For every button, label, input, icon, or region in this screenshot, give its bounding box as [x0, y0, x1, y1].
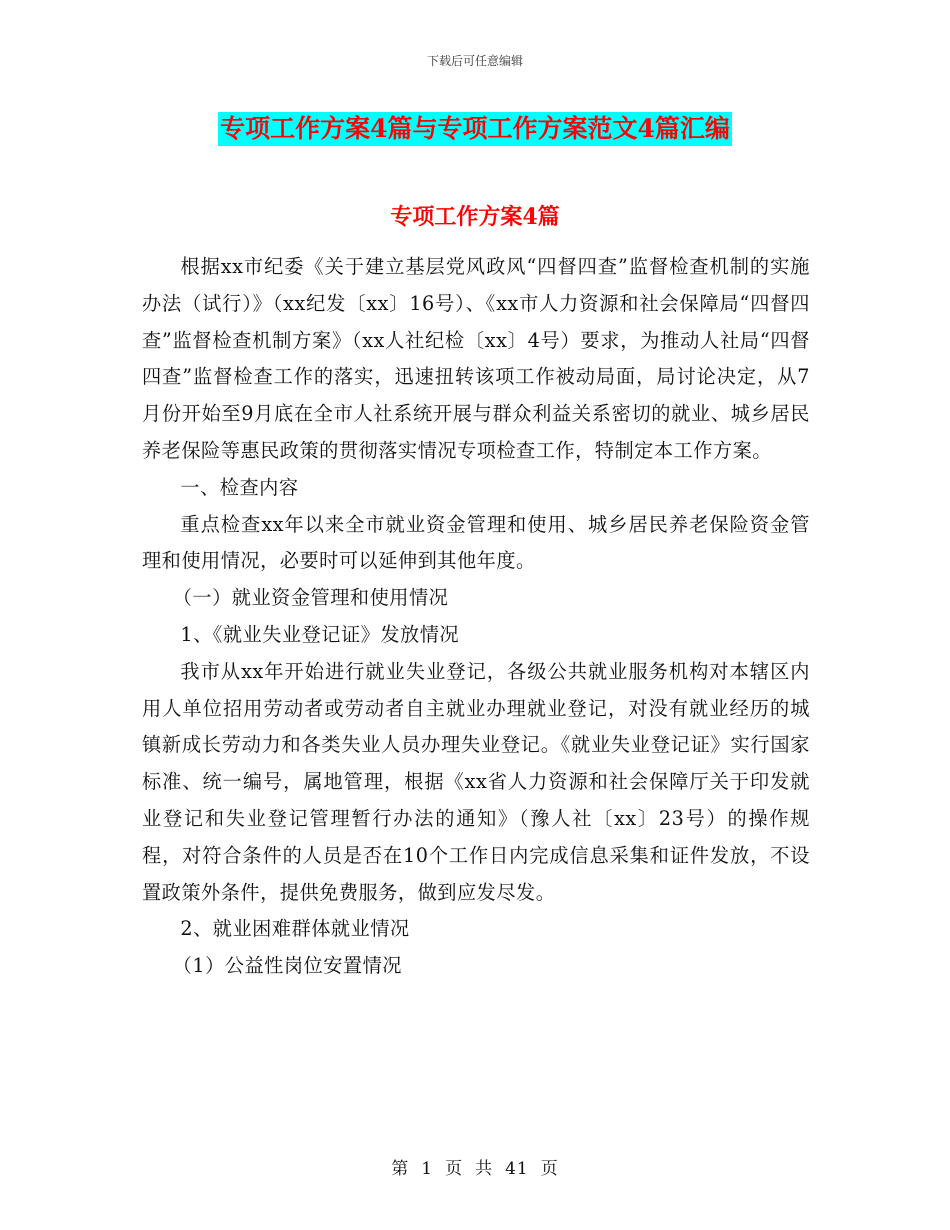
footer-label-page: 第 — [391, 1159, 410, 1179]
page-footer — [0, 1154, 950, 1179]
header-note: 下载后可任意编辑 — [426, 54, 523, 68]
paragraph: 根据xx市纪委《关于建立基层党风政风“四督四查”监督检查机制的实施办法（试行）》（xx纪发〔xx〕16号）、《xx市人力资源和社会保障局“四督四查”监督检查机制方案》（xx人社纪检〔xx〕4号）要求，为推动人社局“四督四查”监督检查工作的落实，迅速扭转该项工作被动局面，局讨论决定，从7月份开始至9月底在全市人社系统开展与群众利益关系密切的就业、城乡居民养老保险等惠民政策的贯彻落实情况专项检查工作，特制定本工作方案。 — [142, 255, 810, 462]
footer-page-number: 1 — [421, 1159, 434, 1179]
footer-label-unit2: 页 — [540, 1159, 559, 1179]
paragraph-subheading: （1）公益性岗位安置情况 — [172, 954, 402, 978]
paragraph: 重点检查xx年以来全市就业资金管理和使用、城乡居民养老保险资金管理和使用情况，必要时可以延伸到其他年度。 — [142, 512, 810, 573]
main-title: 专项工作方案4篇与专项工作方案范文4篇汇编 — [218, 112, 732, 146]
footer-label-unit: 页 — [445, 1159, 464, 1179]
paragraph-subheading: （一）就业资金管理和使用情况 — [172, 586, 449, 610]
paragraph-subheading: 2、就业困难群体就业情况 — [180, 917, 410, 941]
main-title-wrap — [0, 112, 950, 146]
paragraph-subheading: 1、《就业失业登记证》发放情况 — [180, 622, 460, 646]
paragraph: 我市从xx年开始进行就业失业登记，各级公共就业服务机构对本辖区内用人单位招用劳动者或劳动者自主就业办理就业登记，对没有就业经历的城镇新成长劳动力和各类失业人员办理失业登记。《就业失业登记证》实行国家标准、统一编号，属地管理，根据《xx省人力资源和社会保障厅关于印发就业登记和失业登记管理暂行办法的通知》（豫人社〔xx〕23号）的操作规程，对符合条件的人员是否在10个工作日内完成信息采集和证件发放，不设置政策外条件，提供免费服务，做到应发尽发。 — [142, 659, 810, 904]
footer-total-pages: 41 — [505, 1159, 529, 1179]
footer-label-total: 共 — [475, 1159, 494, 1179]
document-body — [142, 249, 810, 985]
paragraph-heading: 一、检查内容 — [180, 475, 299, 499]
section-title: 专项工作方案4篇 — [390, 204, 560, 230]
